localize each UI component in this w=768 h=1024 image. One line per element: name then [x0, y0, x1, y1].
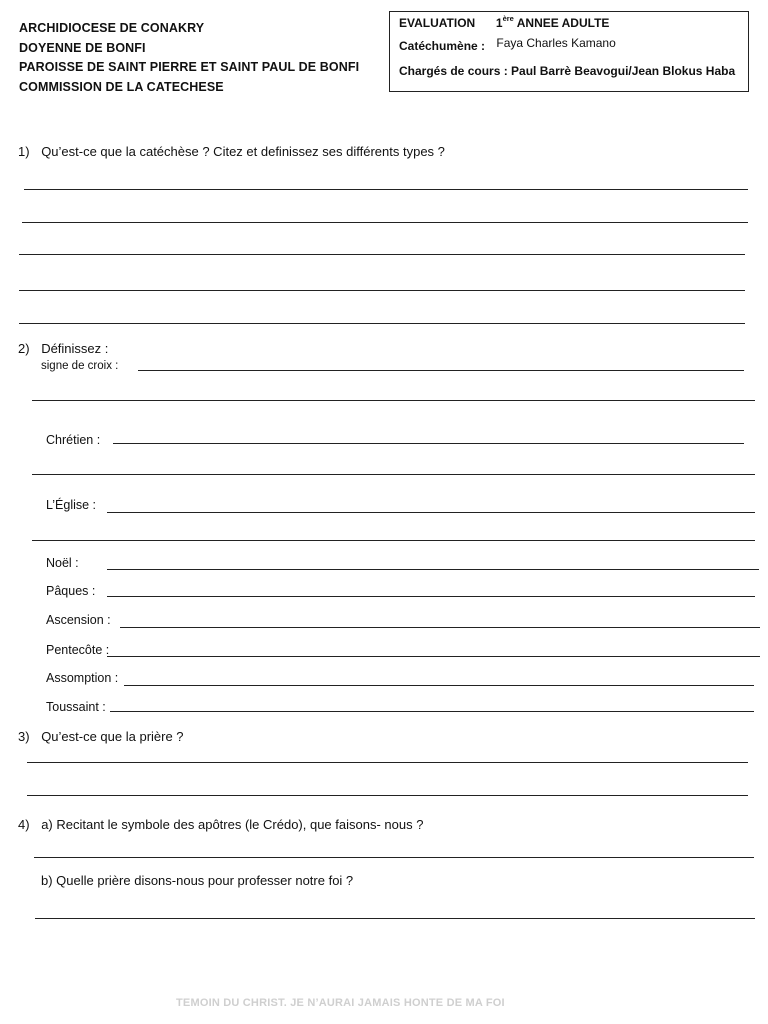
- teachers-row: [399, 64, 735, 78]
- term-toussaint: Toussaint :: [46, 700, 106, 714]
- catechumen-label: Catéchumène :: [399, 39, 486, 53]
- year-superscript: ère: [502, 14, 514, 23]
- answer-line[interactable]: [107, 569, 759, 570]
- answer-line[interactable]: [32, 474, 755, 475]
- answer-line[interactable]: [107, 512, 755, 513]
- answer-line[interactable]: [27, 795, 748, 796]
- answer-line[interactable]: [124, 685, 754, 686]
- question-2-text: Définissez :: [41, 341, 109, 356]
- question-4-part-b: b) Quelle prière disons-nous pour professer notre foi ?: [41, 873, 354, 888]
- evaluation-info-box: [389, 11, 749, 92]
- term-paques: Pâques :: [46, 584, 96, 598]
- deanery-line: DOYENNE DE BONFI: [19, 40, 146, 55]
- parish-line: PAROISSE DE SAINT PIERRE ET SAINT PAUL DE BONFI: [19, 60, 360, 74]
- answer-line[interactable]: [107, 596, 755, 597]
- question-4-part-a: a) Recitant le symbole des apôtres (le Crédo), que faisons- nous ?: [41, 817, 424, 832]
- teachers-label: Chargés de cours :: [399, 64, 508, 78]
- answer-line[interactable]: [19, 290, 745, 291]
- term-pentecote: Pentecôte :: [46, 643, 110, 657]
- catechumen-row: [399, 36, 616, 53]
- term-eglise: L’Église :: [46, 498, 97, 512]
- question-4-number: 4): [18, 817, 30, 832]
- term-signe-de-croix: signe de croix :: [41, 360, 119, 372]
- evaluation-title: [399, 16, 609, 30]
- answer-line[interactable]: [120, 627, 760, 628]
- answer-line[interactable]: [110, 711, 754, 712]
- term-ascension: Ascension :: [46, 613, 111, 627]
- answer-line[interactable]: [35, 918, 755, 919]
- term-chretien: Chrétien :: [46, 433, 101, 447]
- institution-header: [19, 19, 359, 97]
- archdiocese-line: ARCHIDIOCESE DE CONAKRY: [19, 21, 205, 35]
- year-number: 1: [495, 16, 503, 30]
- year-rest: ANNEE ADULTE: [513, 16, 610, 30]
- question-1: [18, 144, 445, 159]
- answer-line[interactable]: [24, 189, 748, 190]
- evaluation-label: EVALUATION: [399, 16, 476, 30]
- answer-line[interactable]: [34, 857, 754, 858]
- question-3-number: 3): [18, 729, 30, 744]
- question-2: [18, 341, 108, 356]
- footer-motto: TEMOIN DU CHRIST. JE N’AURAI JAMAIS HONTE DE MA FOI: [176, 997, 505, 1009]
- answer-line[interactable]: [27, 762, 748, 763]
- teachers-names: Paul Barrè Beavogui/Jean Blokus Haba: [511, 64, 736, 78]
- answer-line[interactable]: [19, 323, 745, 324]
- question-4: [18, 817, 423, 832]
- answer-line[interactable]: [138, 370, 744, 371]
- answer-line[interactable]: [113, 443, 744, 444]
- question-2-number: 2): [18, 341, 30, 356]
- answer-line[interactable]: [22, 222, 748, 223]
- question-1-text: Qu’est-ce que la catéchèse ? Citez et definissez ses différents types ?: [41, 144, 445, 159]
- commission-line: COMMISSION DE LA CATECHESE: [19, 79, 224, 94]
- catechumen-name: Faya Charles Kamano: [496, 36, 616, 50]
- term-noel: Noël :: [46, 556, 79, 570]
- question-3-text: Qu’est-ce que la prière ?: [41, 729, 184, 744]
- answer-line[interactable]: [107, 656, 760, 657]
- question-3: [18, 729, 184, 744]
- answer-line[interactable]: [32, 400, 755, 401]
- question-1-number: 1): [18, 144, 30, 159]
- answer-line[interactable]: [32, 540, 755, 541]
- term-assomption: Assomption :: [46, 671, 119, 685]
- answer-line[interactable]: [19, 254, 745, 255]
